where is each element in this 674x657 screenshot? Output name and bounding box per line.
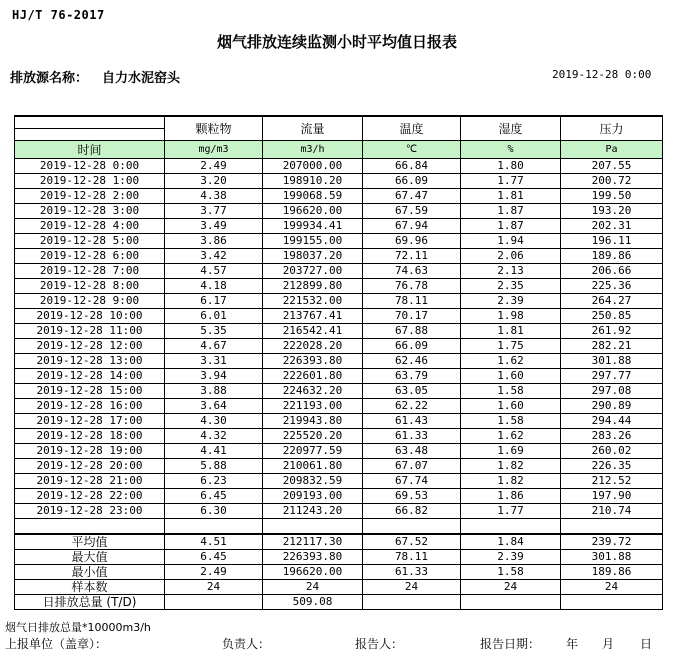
emission-source-row bbox=[10, 67, 180, 86]
value-cell: 210.74 bbox=[561, 504, 663, 519]
value-cell: 222601.80 bbox=[263, 369, 363, 384]
month-label: 月 bbox=[602, 637, 615, 651]
day-label: 日 bbox=[640, 637, 653, 651]
value-cell: 250.85 bbox=[561, 309, 663, 324]
value-cell: 206.66 bbox=[561, 264, 663, 279]
value-cell: 207.55 bbox=[561, 159, 663, 174]
value-cell: 69.53 bbox=[363, 489, 461, 504]
time-cell: 2019-12-28 15:00 bbox=[15, 384, 165, 399]
source-name-value: 自力水泥窑头 bbox=[102, 71, 181, 86]
time-header-cell: 时间 bbox=[15, 141, 165, 159]
value-cell: 209832.59 bbox=[263, 474, 363, 489]
value-cell: 66.09 bbox=[363, 174, 461, 189]
value-cell: 1.62 bbox=[461, 429, 561, 444]
value-cell: 221193.00 bbox=[263, 399, 363, 414]
summary-label: 最小值 bbox=[15, 565, 165, 580]
value-cell: 72.11 bbox=[363, 249, 461, 264]
summary-label: 平均值 bbox=[15, 534, 165, 550]
value-cell: 219943.80 bbox=[263, 414, 363, 429]
value-cell: 67.88 bbox=[363, 324, 461, 339]
value-cell: 198037.20 bbox=[263, 249, 363, 264]
value-cell: 4.18 bbox=[165, 279, 263, 294]
value-cell: 67.74 bbox=[363, 474, 461, 489]
value-cell: 2.49 bbox=[165, 159, 263, 174]
value-cell: 66.82 bbox=[363, 504, 461, 519]
value-cell: 200.72 bbox=[561, 174, 663, 189]
value-cell: 1.98 bbox=[461, 309, 561, 324]
value-cell: 1.69 bbox=[461, 444, 561, 459]
data-row bbox=[15, 354, 663, 369]
value-cell: 199068.59 bbox=[263, 189, 363, 204]
time-cell: 2019-12-28 10:00 bbox=[15, 309, 165, 324]
table-header-row bbox=[15, 116, 663, 129]
summary-value bbox=[561, 595, 663, 610]
time-cell: 2019-12-28 21:00 bbox=[15, 474, 165, 489]
value-cell: 189.86 bbox=[561, 249, 663, 264]
standard-number: HJ/T 76-2017 bbox=[12, 8, 105, 22]
value-cell: 6.23 bbox=[165, 474, 263, 489]
empty-cell bbox=[165, 519, 263, 535]
value-cell: 67.47 bbox=[363, 189, 461, 204]
time-cell: 2019-12-28 13:00 bbox=[15, 354, 165, 369]
summary-value: 2.39 bbox=[461, 550, 561, 565]
value-cell: 1.80 bbox=[461, 159, 561, 174]
value-cell: 61.43 bbox=[363, 414, 461, 429]
summary-value: 24 bbox=[461, 580, 561, 595]
data-row bbox=[15, 474, 663, 489]
summary-label: 样本数 bbox=[15, 580, 165, 595]
value-cell: 207000.00 bbox=[263, 159, 363, 174]
value-cell: 197.90 bbox=[561, 489, 663, 504]
column-header-particulate: 颗粒物 bbox=[165, 116, 263, 141]
data-row bbox=[15, 339, 663, 354]
data-row bbox=[15, 504, 663, 519]
time-cell: 2019-12-28 2:00 bbox=[15, 189, 165, 204]
empty-cell bbox=[263, 519, 363, 535]
summary-value: 509.08 bbox=[263, 595, 363, 610]
time-cell: 2019-12-28 20:00 bbox=[15, 459, 165, 474]
report-datetime: 2019-12-28 0:00 bbox=[552, 68, 652, 81]
empty-cell bbox=[461, 519, 561, 535]
value-cell: 1.81 bbox=[461, 324, 561, 339]
value-cell: 260.02 bbox=[561, 444, 663, 459]
data-row bbox=[15, 159, 663, 174]
value-cell: 62.46 bbox=[363, 354, 461, 369]
value-cell: 3.86 bbox=[165, 234, 263, 249]
value-cell: 1.58 bbox=[461, 414, 561, 429]
responsible-person-label: 负责人： bbox=[222, 637, 271, 651]
time-cell: 2019-12-28 4:00 bbox=[15, 219, 165, 234]
value-cell: 66.84 bbox=[363, 159, 461, 174]
time-cell: 2019-12-28 12:00 bbox=[15, 339, 165, 354]
summary-value: 301.88 bbox=[561, 550, 663, 565]
value-cell: 4.38 bbox=[165, 189, 263, 204]
summary-value bbox=[363, 595, 461, 610]
data-row bbox=[15, 279, 663, 294]
summary-value: 24 bbox=[561, 580, 663, 595]
value-cell: 1.81 bbox=[461, 189, 561, 204]
value-cell: 1.87 bbox=[461, 204, 561, 219]
value-cell: 6.30 bbox=[165, 504, 263, 519]
summary-value: 24 bbox=[165, 580, 263, 595]
summary-value: 6.45 bbox=[165, 550, 263, 565]
data-row bbox=[15, 489, 663, 504]
value-cell: 1.86 bbox=[461, 489, 561, 504]
value-cell: 264.27 bbox=[561, 294, 663, 309]
time-cell: 2019-12-28 23:00 bbox=[15, 504, 165, 519]
value-cell: 67.07 bbox=[363, 459, 461, 474]
summary-value: 1.58 bbox=[461, 565, 561, 580]
value-cell: 78.11 bbox=[363, 294, 461, 309]
data-row bbox=[15, 384, 663, 399]
summary-value: 67.52 bbox=[363, 534, 461, 550]
time-cell: 2019-12-28 18:00 bbox=[15, 429, 165, 444]
time-cell: 2019-12-28 14:00 bbox=[15, 369, 165, 384]
data-row bbox=[15, 234, 663, 249]
value-cell: 66.09 bbox=[363, 339, 461, 354]
summary-value: 24 bbox=[363, 580, 461, 595]
value-cell: 202.31 bbox=[561, 219, 663, 234]
value-cell: 196.11 bbox=[561, 234, 663, 249]
time-cell: 2019-12-28 6:00 bbox=[15, 249, 165, 264]
time-cell: 2019-12-28 3:00 bbox=[15, 204, 165, 219]
value-cell: 198910.20 bbox=[263, 174, 363, 189]
value-cell: 199934.41 bbox=[263, 219, 363, 234]
value-cell: 225520.20 bbox=[263, 429, 363, 444]
value-cell: 6.45 bbox=[165, 489, 263, 504]
value-cell: 4.30 bbox=[165, 414, 263, 429]
time-cell: 2019-12-28 0:00 bbox=[15, 159, 165, 174]
unit-cell-particulate: mg/m3 bbox=[165, 141, 263, 159]
data-row bbox=[15, 219, 663, 234]
time-cell: 2019-12-28 17:00 bbox=[15, 414, 165, 429]
data-row bbox=[15, 369, 663, 384]
empty-cell bbox=[15, 519, 165, 535]
column-header-temperature: 温度 bbox=[363, 116, 461, 141]
summary-value: 24 bbox=[263, 580, 363, 595]
value-cell: 226.35 bbox=[561, 459, 663, 474]
value-cell: 212899.80 bbox=[263, 279, 363, 294]
empty-cell bbox=[561, 519, 663, 535]
header-empty-cell bbox=[15, 129, 165, 141]
value-cell: 3.88 bbox=[165, 384, 263, 399]
summary-value bbox=[165, 595, 263, 610]
time-cell: 2019-12-28 5:00 bbox=[15, 234, 165, 249]
value-cell: 5.88 bbox=[165, 459, 263, 474]
value-cell: 2.39 bbox=[461, 294, 561, 309]
value-cell: 5.35 bbox=[165, 324, 263, 339]
value-cell: 3.64 bbox=[165, 399, 263, 414]
summary-value: 78.11 bbox=[363, 550, 461, 565]
value-cell: 63.79 bbox=[363, 369, 461, 384]
value-cell: 1.77 bbox=[461, 504, 561, 519]
data-row bbox=[15, 459, 663, 474]
reporter-label: 报告人： bbox=[355, 637, 404, 651]
value-cell: 6.01 bbox=[165, 309, 263, 324]
value-cell: 1.82 bbox=[461, 459, 561, 474]
unit-cell-humidity: % bbox=[461, 141, 561, 159]
column-header-pressure: 压力 bbox=[561, 116, 663, 141]
data-row bbox=[15, 399, 663, 414]
value-cell: 294.44 bbox=[561, 414, 663, 429]
time-cell: 2019-12-28 8:00 bbox=[15, 279, 165, 294]
value-cell: 224632.20 bbox=[263, 384, 363, 399]
value-cell: 67.59 bbox=[363, 204, 461, 219]
value-cell: 1.94 bbox=[461, 234, 561, 249]
value-cell: 3.77 bbox=[165, 204, 263, 219]
unit-cell-flow: m3/h bbox=[263, 141, 363, 159]
value-cell: 220977.59 bbox=[263, 444, 363, 459]
summary-value bbox=[461, 595, 561, 610]
summary-value: 61.33 bbox=[363, 565, 461, 580]
summary-value: 212117.30 bbox=[263, 534, 363, 550]
value-cell: 1.87 bbox=[461, 219, 561, 234]
value-cell: 3.20 bbox=[165, 174, 263, 189]
time-cell: 2019-12-28 1:00 bbox=[15, 174, 165, 189]
value-cell: 216542.41 bbox=[263, 324, 363, 339]
value-cell: 62.22 bbox=[363, 399, 461, 414]
value-cell: 1.82 bbox=[461, 474, 561, 489]
value-cell: 211243.20 bbox=[263, 504, 363, 519]
value-cell: 225.36 bbox=[561, 279, 663, 294]
value-cell: 282.21 bbox=[561, 339, 663, 354]
time-cell: 2019-12-28 11:00 bbox=[15, 324, 165, 339]
summary-value: 2.49 bbox=[165, 565, 263, 580]
source-name-label: 排放源名称： bbox=[10, 71, 89, 86]
summary-value: 239.72 bbox=[561, 534, 663, 550]
data-row bbox=[15, 414, 663, 429]
value-cell: 297.08 bbox=[561, 384, 663, 399]
value-cell: 290.89 bbox=[561, 399, 663, 414]
page-title: 烟气排放连续监测小时平均值日报表 bbox=[216, 33, 457, 51]
summary-row bbox=[15, 550, 663, 565]
value-cell: 222028.20 bbox=[263, 339, 363, 354]
value-cell: 213767.41 bbox=[263, 309, 363, 324]
value-cell: 4.41 bbox=[165, 444, 263, 459]
value-cell: 203727.00 bbox=[263, 264, 363, 279]
value-cell: 301.88 bbox=[561, 354, 663, 369]
summary-label: 日排放总量 (T/D) bbox=[15, 595, 165, 610]
value-cell: 1.60 bbox=[461, 399, 561, 414]
value-cell: 63.48 bbox=[363, 444, 461, 459]
value-cell: 67.94 bbox=[363, 219, 461, 234]
time-cell: 2019-12-28 9:00 bbox=[15, 294, 165, 309]
value-cell: 199.50 bbox=[561, 189, 663, 204]
value-cell: 199155.00 bbox=[263, 234, 363, 249]
value-cell: 3.31 bbox=[165, 354, 263, 369]
time-cell: 2019-12-28 19:00 bbox=[15, 444, 165, 459]
value-cell: 1.62 bbox=[461, 354, 561, 369]
value-cell: 69.96 bbox=[363, 234, 461, 249]
data-row bbox=[15, 309, 663, 324]
summary-row bbox=[15, 595, 663, 610]
data-row bbox=[15, 294, 663, 309]
empty-spacer-row bbox=[15, 519, 663, 535]
value-cell: 196620.00 bbox=[263, 204, 363, 219]
data-row bbox=[15, 204, 663, 219]
value-cell: 221532.00 bbox=[263, 294, 363, 309]
summary-row bbox=[15, 534, 663, 550]
value-cell: 210061.80 bbox=[263, 459, 363, 474]
value-cell: 61.33 bbox=[363, 429, 461, 444]
value-cell: 209193.00 bbox=[263, 489, 363, 504]
value-cell: 1.77 bbox=[461, 174, 561, 189]
value-cell: 70.17 bbox=[363, 309, 461, 324]
units-row bbox=[15, 141, 663, 159]
summary-value: 226393.80 bbox=[263, 550, 363, 565]
empty-cell bbox=[363, 519, 461, 535]
value-cell: 6.17 bbox=[165, 294, 263, 309]
value-cell: 4.32 bbox=[165, 429, 263, 444]
value-cell: 76.78 bbox=[363, 279, 461, 294]
data-row bbox=[15, 444, 663, 459]
unit-cell-pressure: Pa bbox=[561, 141, 663, 159]
summary-value: 196620.00 bbox=[263, 565, 363, 580]
value-cell: 1.60 bbox=[461, 369, 561, 384]
data-row bbox=[15, 429, 663, 444]
report-date-label: 报告日期： bbox=[480, 637, 541, 651]
year-label: 年 bbox=[566, 637, 579, 651]
value-cell: 4.57 bbox=[165, 264, 263, 279]
value-cell: 4.67 bbox=[165, 339, 263, 354]
time-cell: 2019-12-28 16:00 bbox=[15, 399, 165, 414]
data-row bbox=[15, 189, 663, 204]
data-row bbox=[15, 174, 663, 189]
summary-row bbox=[15, 565, 663, 580]
header-empty-cell bbox=[15, 116, 165, 129]
value-cell: 2.13 bbox=[461, 264, 561, 279]
value-cell: 63.05 bbox=[363, 384, 461, 399]
value-cell: 261.92 bbox=[561, 324, 663, 339]
time-cell: 2019-12-28 22:00 bbox=[15, 489, 165, 504]
monitoring-data-table bbox=[14, 115, 663, 610]
summary-value: 1.84 bbox=[461, 534, 561, 550]
value-cell: 226393.80 bbox=[263, 354, 363, 369]
data-row bbox=[15, 324, 663, 339]
summary-label: 最大值 bbox=[15, 550, 165, 565]
time-cell: 2019-12-28 7:00 bbox=[15, 264, 165, 279]
column-header-humidity: 湿度 bbox=[461, 116, 561, 141]
unit-cell-temperature: ℃ bbox=[363, 141, 461, 159]
data-row bbox=[15, 264, 663, 279]
value-cell: 1.75 bbox=[461, 339, 561, 354]
value-cell: 297.77 bbox=[561, 369, 663, 384]
summary-row bbox=[15, 580, 663, 595]
value-cell: 3.42 bbox=[165, 249, 263, 264]
value-cell: 74.63 bbox=[363, 264, 461, 279]
value-cell: 283.26 bbox=[561, 429, 663, 444]
value-cell: 3.49 bbox=[165, 219, 263, 234]
data-row bbox=[15, 249, 663, 264]
total-emission-note: 烟气日排放总量*10000m3/h bbox=[5, 621, 151, 634]
value-cell: 2.35 bbox=[461, 279, 561, 294]
value-cell: 3.94 bbox=[165, 369, 263, 384]
value-cell: 1.58 bbox=[461, 384, 561, 399]
value-cell: 212.52 bbox=[561, 474, 663, 489]
value-cell: 2.06 bbox=[461, 249, 561, 264]
report-unit-label: 上报单位（盖章）： bbox=[5, 637, 108, 651]
summary-value: 4.51 bbox=[165, 534, 263, 550]
value-cell: 193.20 bbox=[561, 204, 663, 219]
column-header-flow: 流量 bbox=[263, 116, 363, 141]
summary-value: 189.86 bbox=[561, 565, 663, 580]
